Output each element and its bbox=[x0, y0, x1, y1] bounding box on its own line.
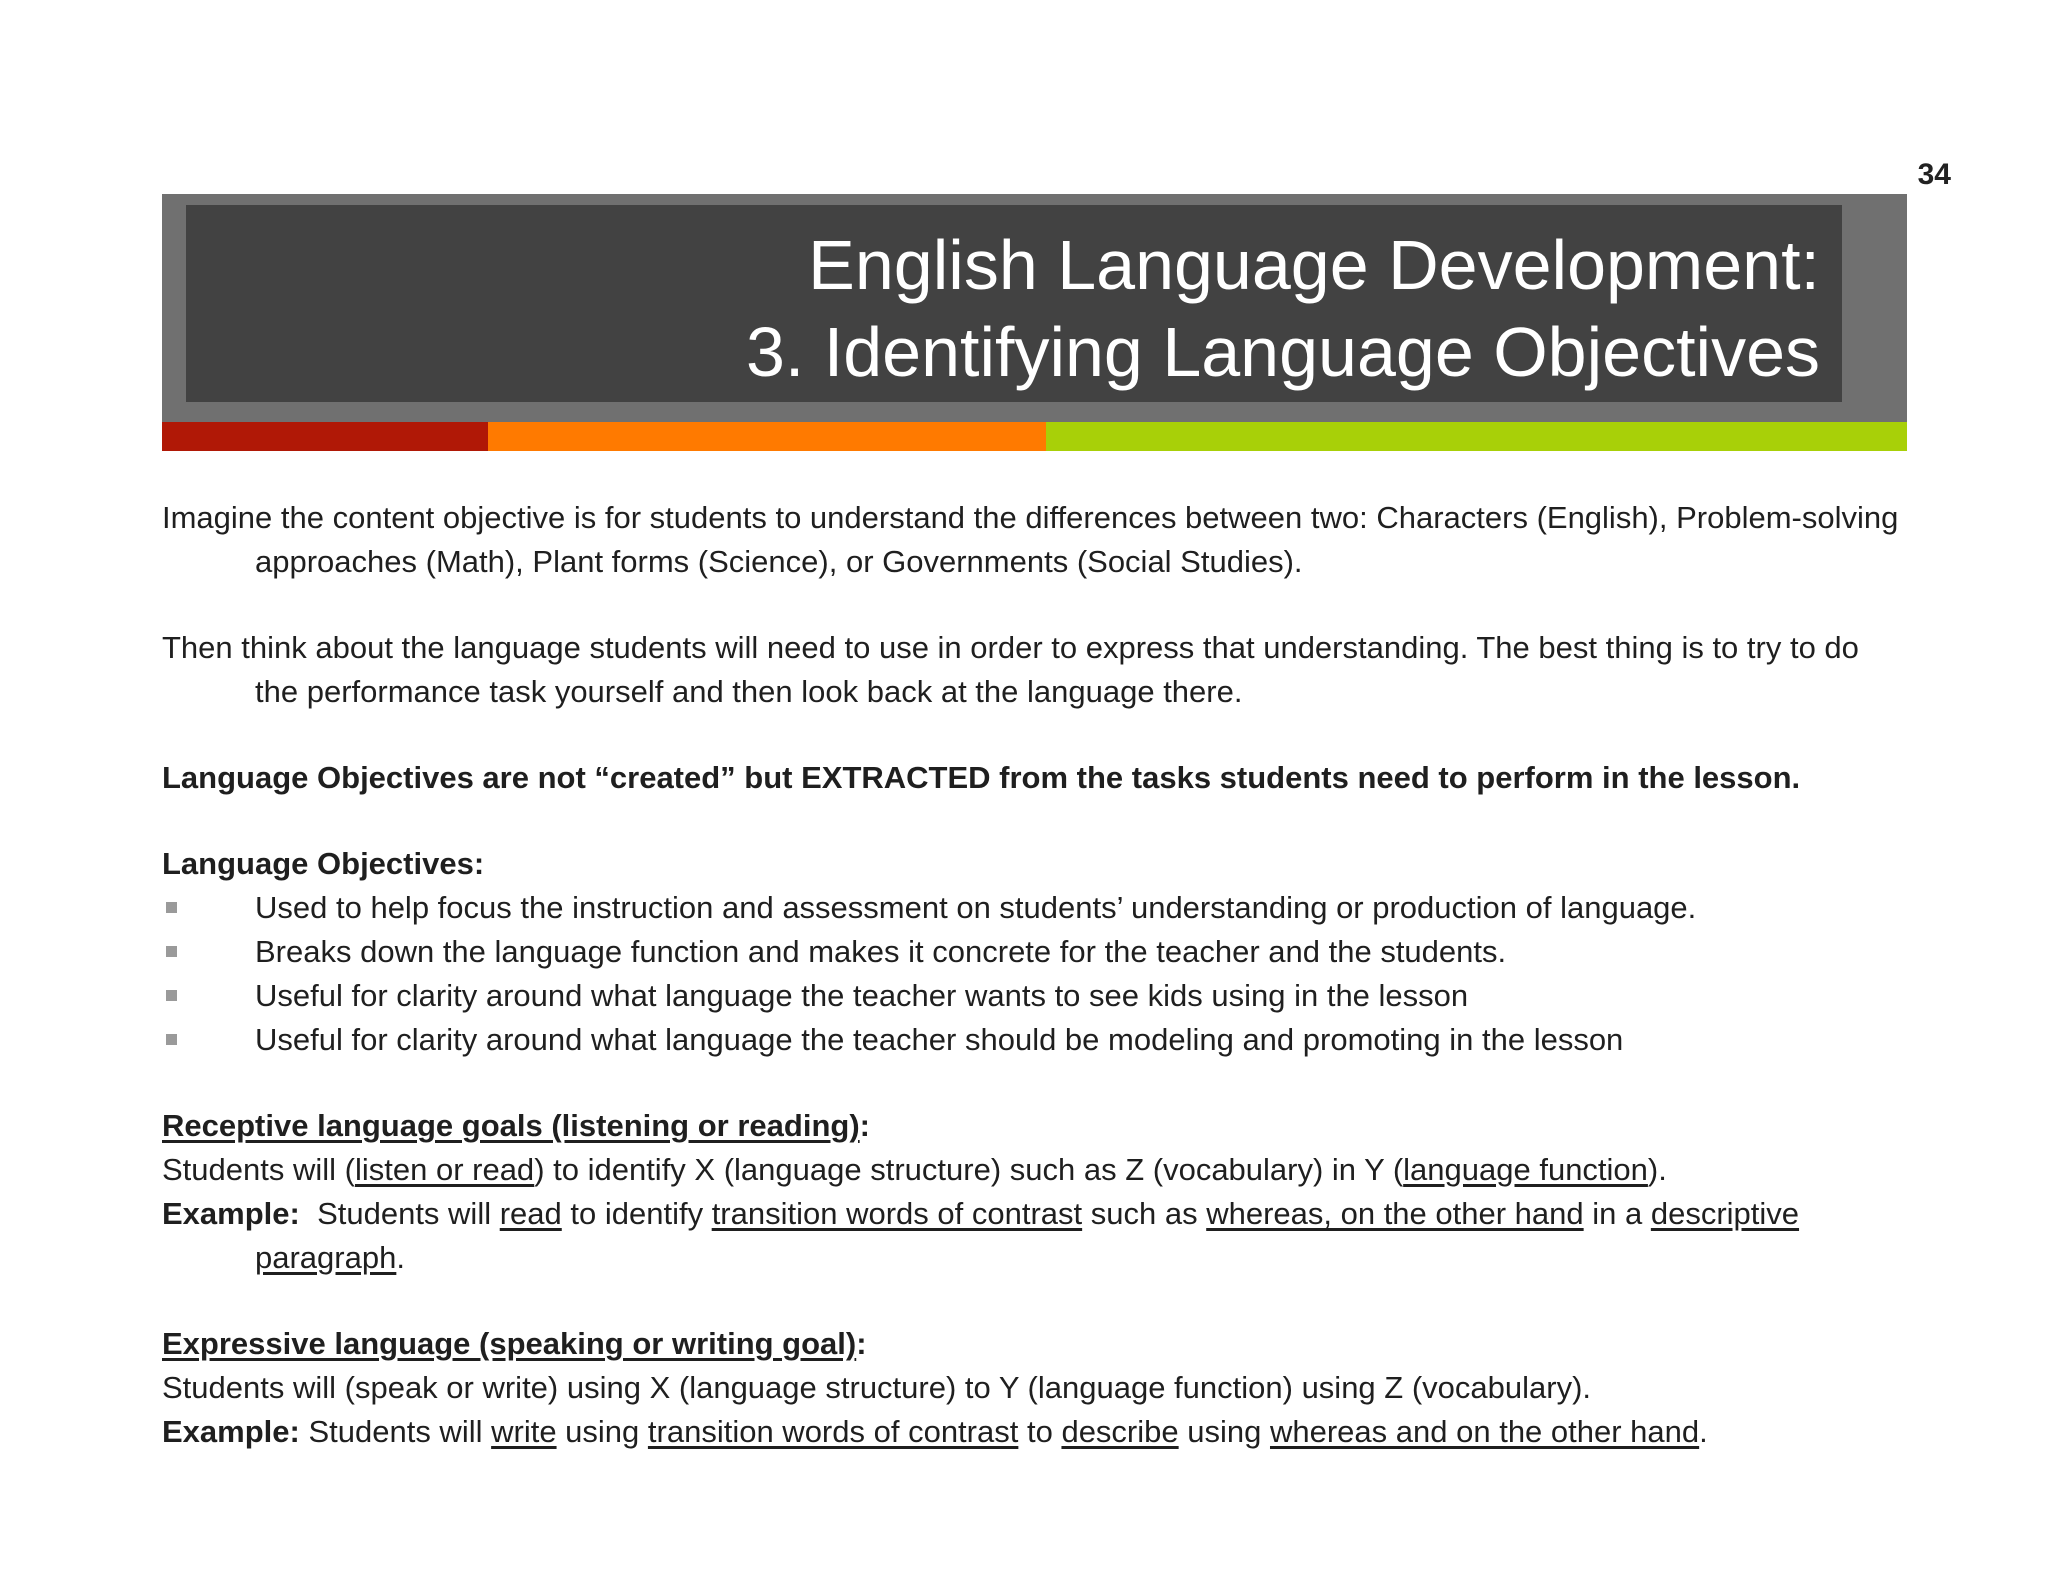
receptive-section bbox=[162, 1104, 1907, 1280]
expressive-heading-text: Expressive language (speaking or writing goal) bbox=[162, 1326, 857, 1361]
receptive-heading-colon: : bbox=[859, 1108, 870, 1143]
square-bullet-icon bbox=[166, 902, 177, 913]
list-item-text: Useful for clarity around what language the teacher wants to see kids using in the lesson bbox=[255, 978, 1469, 1013]
example-underlined: whereas, on the other hand bbox=[1206, 1196, 1584, 1231]
emphasis-statement: Language Objectives are not “created” but EXTRACTED from the tasks students need to perform in the lesson. bbox=[162, 760, 1801, 795]
square-bullet-icon bbox=[166, 990, 177, 1001]
list-item bbox=[162, 1018, 1907, 1062]
intro-paragraph-2: Then think about the language students will need to use in order to express that understanding. The best thing is to try to do the performance task yourself and then look back at the language there. bbox=[162, 630, 1859, 709]
title-box bbox=[186, 205, 1842, 402]
receptive-underlined: listen or read bbox=[354, 1152, 535, 1187]
receptive-underlined: language function bbox=[1403, 1152, 1648, 1187]
example-text: Students will bbox=[299, 1196, 500, 1231]
example-underlined: write bbox=[491, 1414, 557, 1449]
receptive-heading bbox=[162, 1104, 1907, 1148]
square-bullet-icon bbox=[166, 946, 177, 957]
example-text: Students will bbox=[299, 1414, 492, 1449]
page-number: 34 bbox=[1917, 158, 1951, 191]
example-underlined: transition words of contrast bbox=[647, 1414, 1019, 1449]
example-text: in a bbox=[1583, 1196, 1651, 1231]
slide-subtitle: 3. Identifying Language Objectives bbox=[745, 313, 1820, 391]
title-banner bbox=[162, 194, 1907, 422]
list-item bbox=[162, 930, 1907, 974]
expressive-template: Students will (speak or write) using X (language structure) to Y (language function) using Z (vocabulary). bbox=[162, 1370, 1592, 1405]
slide-body bbox=[162, 496, 1907, 1454]
example-underlined: describe bbox=[1061, 1414, 1179, 1449]
example-underlined: descriptive paragraph bbox=[255, 1196, 1800, 1275]
example-label: Example: bbox=[162, 1414, 300, 1449]
example-text: using bbox=[556, 1414, 648, 1449]
objectives-heading: Language Objectives: bbox=[162, 846, 485, 881]
example-text: . bbox=[1699, 1414, 1708, 1449]
receptive-text: ) to identify X (language structure) such as Z (vocabulary) in Y ( bbox=[534, 1152, 1404, 1187]
accent-bar-red bbox=[162, 422, 488, 451]
expressive-heading bbox=[162, 1322, 1907, 1366]
list-item-text: Used to help focus the instruction and assessment on students’ understanding or production of language. bbox=[255, 890, 1697, 925]
accent-bar-green bbox=[1046, 422, 1907, 451]
receptive-text: Students will ( bbox=[162, 1152, 355, 1187]
accent-bar-orange bbox=[488, 422, 1046, 451]
list-item-text: Breaks down the language function and makes it concrete for the teacher and the students. bbox=[255, 934, 1507, 969]
objectives-list bbox=[162, 886, 1907, 1062]
example-underlined: read bbox=[499, 1196, 562, 1231]
example-underlined: transition words of contrast bbox=[711, 1196, 1083, 1231]
square-bullet-icon bbox=[166, 1034, 177, 1045]
example-underlined: whereas and on the other hand bbox=[1269, 1414, 1700, 1449]
intro-paragraph-1: Imagine the content objective is for students to understand the differences between two: Characters (English), Problem-solving approaches (Math), Plant forms (Science), or Governments (Social Studies). bbox=[162, 500, 1899, 579]
receptive-example bbox=[162, 1192, 1907, 1280]
list-item bbox=[162, 974, 1907, 1018]
example-text: . bbox=[396, 1240, 405, 1275]
example-text: to identify bbox=[561, 1196, 712, 1231]
example-text: using bbox=[1178, 1414, 1270, 1449]
receptive-text: ). bbox=[1647, 1152, 1667, 1187]
example-text: to bbox=[1018, 1414, 1062, 1449]
receptive-heading-text: Receptive language goals (listening or reading) bbox=[162, 1108, 860, 1143]
expressive-section bbox=[162, 1322, 1907, 1454]
expressive-heading-colon: : bbox=[856, 1326, 867, 1361]
receptive-template bbox=[162, 1148, 1907, 1192]
slide-title: English Language Development: bbox=[808, 226, 1820, 304]
example-text: such as bbox=[1082, 1196, 1207, 1231]
accent-color-bar bbox=[162, 422, 1907, 451]
list-item bbox=[162, 886, 1907, 930]
expressive-example bbox=[162, 1410, 1907, 1454]
list-item-text: Useful for clarity around what language the teacher should be modeling and promoting in the lesson bbox=[255, 1022, 1624, 1057]
example-label: Example: bbox=[162, 1196, 300, 1231]
